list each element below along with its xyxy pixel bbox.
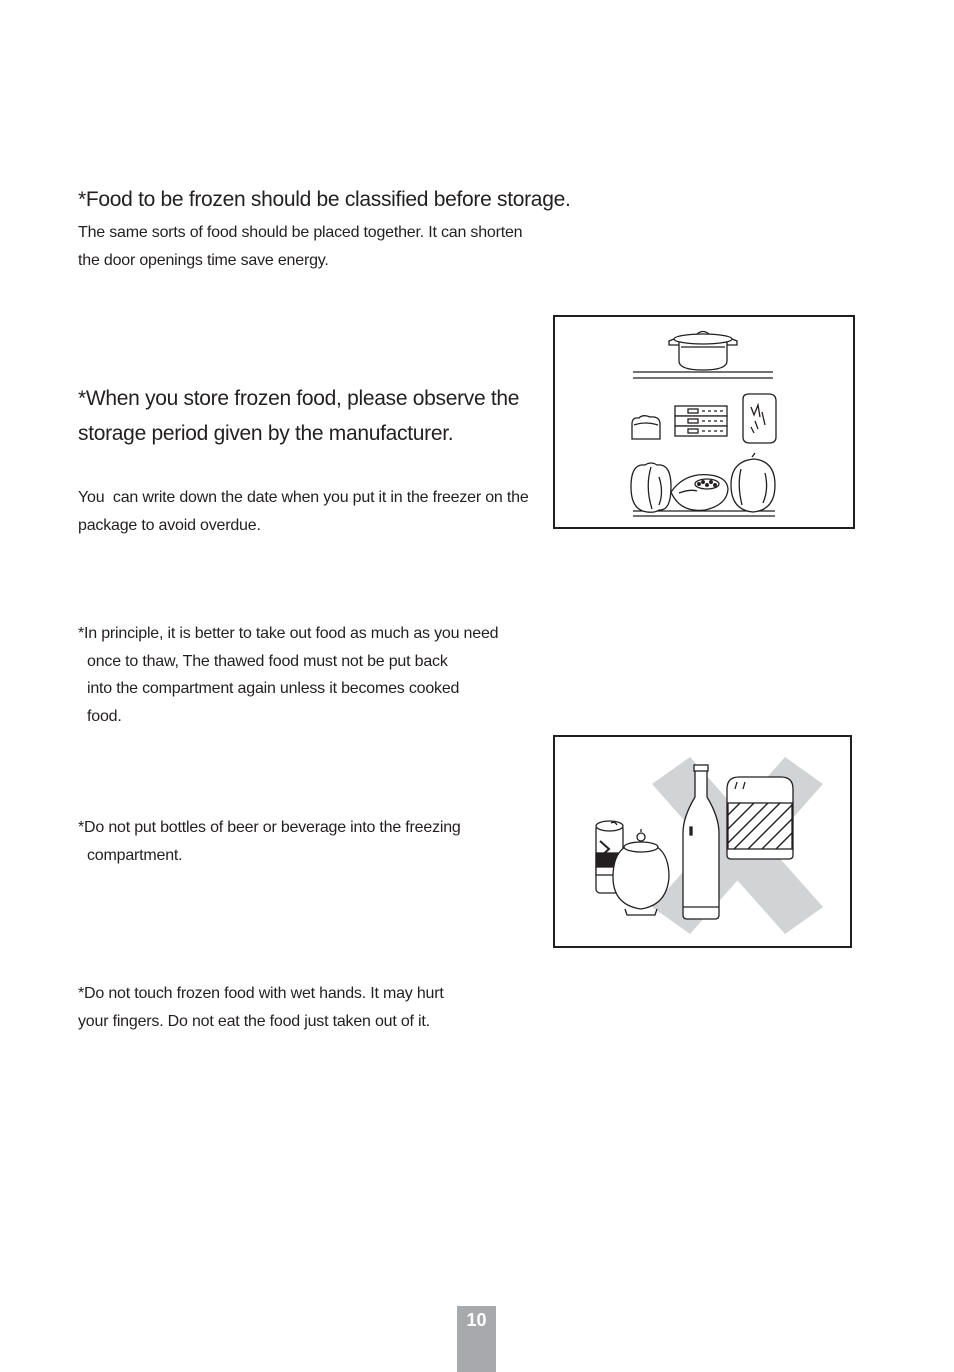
- pot-icon: [669, 332, 737, 371]
- text-line: The same sorts of food should be placed together. It can shorten: [78, 224, 523, 241]
- text-line: You can write down the date when you put it in the freezer on the: [78, 489, 529, 506]
- figure-freezer-shelves: [553, 315, 855, 529]
- text-line: once to thaw, The thawed food must not be put back: [87, 652, 448, 670]
- section-classify-food: [78, 182, 570, 274]
- melon-icon: [731, 453, 775, 512]
- section-no-bottles: [78, 814, 461, 869]
- text-no-bottles: [78, 814, 461, 869]
- bread-icon: [632, 416, 660, 439]
- section-wet-hands: [78, 980, 444, 1035]
- text-line: *Do not touch frozen food with wet hands. It may hurt: [78, 985, 444, 1002]
- text-line: package to avoid overdue.: [78, 516, 261, 534]
- heading-line: storage period given by the manufacturer.: [78, 422, 454, 445]
- text-wet-hands: [78, 980, 444, 1035]
- section-thawing: [78, 620, 498, 730]
- section-storage-period: [78, 381, 529, 539]
- fruit-icon: [631, 463, 671, 512]
- text-storage-period: [78, 484, 529, 539]
- text-classify-food: [78, 219, 570, 274]
- figure-no-bottles: [553, 735, 852, 948]
- text-line: into the compartment again unless it becomes cooked: [87, 680, 460, 697]
- food-boxes-icon: [675, 406, 727, 436]
- text-thawing: [78, 620, 498, 730]
- text-line: food.: [87, 707, 122, 725]
- heading-storage-period: [78, 381, 529, 451]
- text-line: *In principle, it is better to take out food as much as you need: [78, 625, 499, 642]
- container-icon: [727, 777, 793, 859]
- frozen-bag-icon: [743, 394, 776, 443]
- text-line: the door openings time save energy.: [78, 251, 329, 269]
- heading-line: *When you store frozen food, please observe the: [78, 387, 520, 410]
- page-number: 10: [457, 1306, 496, 1372]
- text-line: *Do not put bottles of beer or beverage into the freezing: [78, 819, 461, 836]
- papaya-icon: [671, 475, 728, 511]
- heading-classify-food: *Food to be frozen should be classified before storage.: [78, 188, 571, 211]
- text-line: compartment.: [87, 846, 183, 864]
- text-line: your fingers. Do not eat the food just taken out of it.: [78, 1012, 430, 1030]
